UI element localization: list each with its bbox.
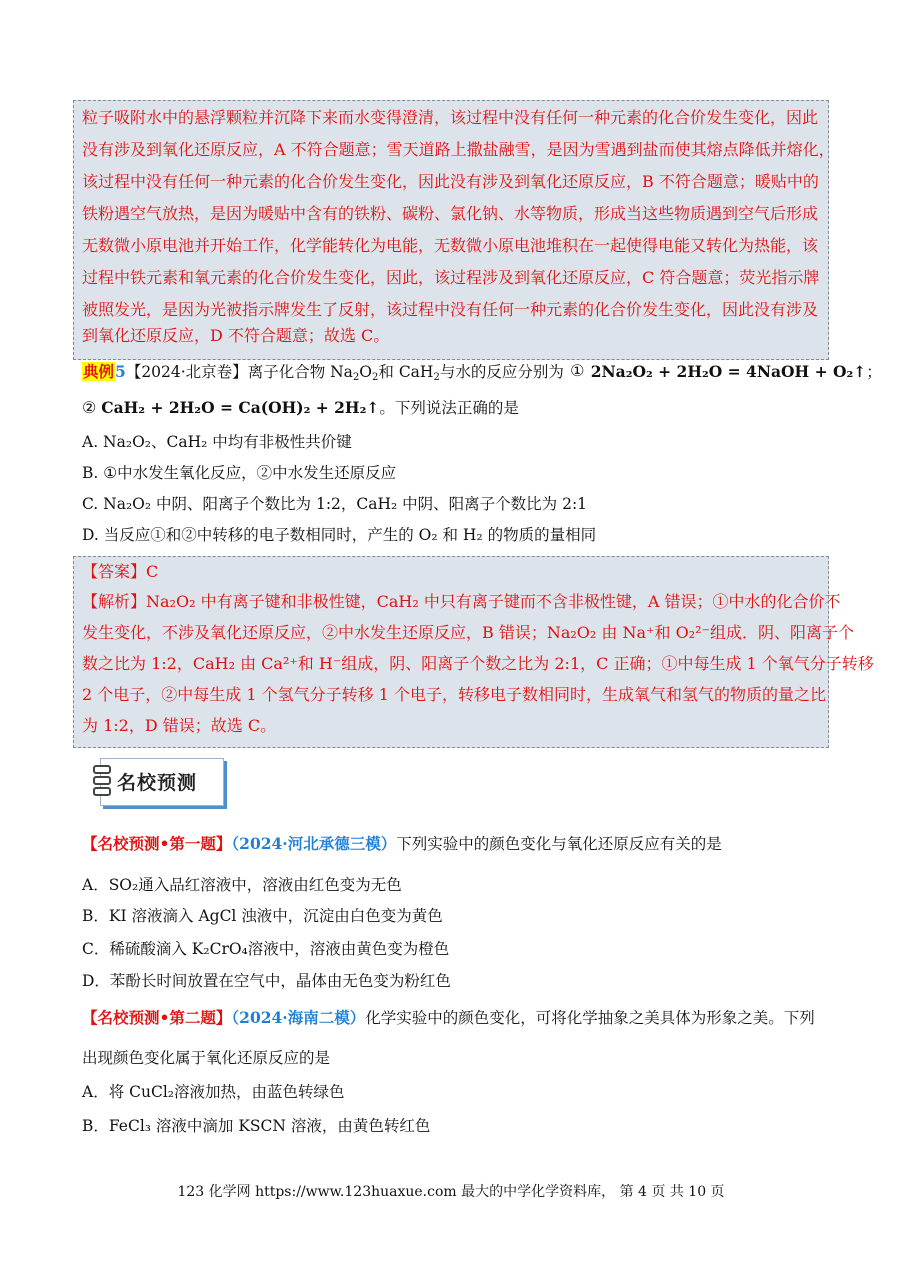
q2-tag: 【名校预测•第二题】 (82, 1008, 232, 1027)
q1-tag: 【名校预测•第一题】 (82, 834, 232, 853)
explanation-line-6: 过程中铁元素和氧元素的化合价发生变化，因此，该过程涉及到氧化还原反应，C 符合题意；荧光指示牌 (82, 268, 820, 287)
analysis-line-5: 为 1:2，D 错误；故选 C。 (82, 716, 277, 735)
example5-heading: 典例5【2024·北京卷】离子化合物 $Na_2O_2$和 CaH$_2$与水的反应分别为 ① 2Na₂O₂ + 2H₂O = 4NaOH + O₂↑； (83, 361, 882, 383)
example-source: 【2024·北京卷】 (125, 363, 248, 381)
example-tag: 典例 (83, 362, 115, 381)
binder-ring-icon (93, 776, 111, 785)
q1-stem-text: 下列实验中的颜色变化与氧化还原反应有关的是 (396, 835, 722, 853)
q2-option-b: B．FeCl₃ 溶液中滴加 KSCN 溶液，由黄色转红色 (82, 1117, 431, 1135)
example-intro-c: 和 CaH (378, 363, 434, 381)
eq1-end: ； (866, 363, 882, 381)
equation-1: 2Na₂O₂ + 2H₂O = 4NaOH + O₂↑ (590, 362, 867, 381)
section-header-badge (100, 758, 224, 806)
page-footer: 123 化学网 https://www.123huaxue.com 最大的中学化学资料库， 第 4 页 共 10 页 (177, 1184, 725, 1200)
eq2-label: ② (82, 398, 97, 417)
q1-stem (82, 834, 722, 854)
q2-source: （2024·海南二模） (231, 1008, 366, 1027)
example-number: 5 (115, 362, 126, 381)
analysis-line-2: 发生变化，不涉及氧化还原反应，②中水发生还原反应，B 错误；Na₂O₂ 由 Na⁺和 O₂²⁻组成．阴、阳离子个 (82, 623, 854, 642)
option-a: A. Na₂O₂、CaH₂ 中均有非极性共价键 (82, 433, 352, 451)
explanation-line-4: 铁粉遇空气放热，是因为暖贴中含有的铁粉、碳粉、氯化钠、水等物质，形成当这些物质遇到空气后形成 (82, 204, 819, 223)
answer-label: 【答案】 (82, 562, 147, 581)
eq1-label: ① (570, 361, 585, 380)
explanation-line-8: 到氧化还原反应，D 不符合题意；故选 C。 (82, 326, 390, 345)
q1-option-b: B．KI 溶液滴入 AgCl 浊液中，沉淀由白色变为黄色 (82, 907, 443, 925)
eq2-end: 。下列说法正确的是 (379, 399, 519, 417)
example-intro-d: 与水的反应分别为 (439, 363, 564, 381)
option-c: C. Na₂O₂ 中阴、阳离子个数比为 1:2，CaH₂ 中阴、阳离子个数比为 2:1 (82, 495, 588, 513)
q2-stem-text-1: 化学实验中的颜色变化，可将化学抽象之美具体为形象之美。下列 (365, 1009, 815, 1027)
q1-option-d: D．苯酚长时间放置在空气中，晶体由无色变为粉红色 (82, 972, 451, 990)
explanation-line-5: 无数微小原电池并开始工作，化学能转化为电能，无数微小原电池堆积在一起使得电能又转化为热能，该 (82, 236, 819, 255)
analysis-text-1: Na₂O₂ 中有离子键和非极性键，CaH₂ 中只有离子键而不含非极性键，A 错误；①中水的化合价不 (146, 592, 841, 611)
analysis-line-3: 数之比为 1:2，CaH₂ 由 Ca²⁺和 H⁻组成，阴、阳离子个数之比为 2:1，C 正确；①中每生成 1 个氧气分子转移 (82, 654, 874, 673)
analysis-line-1 (82, 592, 840, 612)
answer-line (82, 562, 158, 582)
explanation-box (73, 100, 829, 360)
example-intro-b: O (359, 363, 373, 381)
equation-2: CaH₂ + 2H₂O = Ca(OH)₂ + 2H₂↑ (101, 398, 380, 417)
example-intro-a: 离子化合物 Na (247, 363, 353, 381)
section-header-title: 名校预测 (117, 772, 198, 794)
option-b: B. ①中水发生氧化反应，②中水发生还原反应 (82, 464, 397, 482)
explanation-line-7: 被照发光，是因为光被指示牌发生了反射，该过程中没有任何一种元素的化合价发生变化，因此没有涉及 (82, 300, 819, 319)
option-d: D. 当反应①和②中转移的电子数相同时，产生的 O₂ 和 H₂ 的物质的量相同 (82, 526, 597, 544)
analysis-label: 【解析】 (82, 592, 147, 611)
q2-option-a: A．将 CuCl₂溶液加热，由蓝色转绿色 (82, 1083, 345, 1101)
analysis-line-4: 2 个电子，②中每生成 1 个氢气分子转移 1 个电子，转移电子数相同时，生成氧气和氢气的物质的量之比 (82, 685, 826, 704)
binder-ring-icon (93, 765, 111, 774)
answer-value: C (146, 562, 159, 581)
q1-option-c: C．稀硫酸滴入 K₂CrO₄溶液中，溶液由黄色变为橙色 (82, 940, 450, 958)
explanation-line-1: 粒子吸附水中的悬浮颗粒并沉降下来而水变得澄清，该过程中没有任何一种元素的化合价发生变化，因此 (82, 108, 819, 127)
q1-option-a: A．SO₂通入品红溶液中，溶液由红色变为无色 (82, 876, 402, 894)
binder-ring-icon (93, 787, 111, 796)
q2-stem-2: 出现颜色变化属于氧化还原反应的是 (82, 1049, 331, 1067)
equation-2-line (82, 398, 519, 418)
q2-stem-1 (82, 1008, 815, 1028)
explanation-line-3: 该过程中没有任何一种元素的化合价发生变化，因此没有涉及到氧化还原反应，B 不符合题意；暖贴中的 (82, 172, 819, 191)
q1-source: （2024·河北承德三模） (231, 834, 397, 853)
explanation-line-2: 没有涉及到氧化还原反应，A 不符合题意；雪天道路上撒盐融雪，是因为雪遇到盐而使其熔点降低并熔化， (82, 140, 835, 159)
